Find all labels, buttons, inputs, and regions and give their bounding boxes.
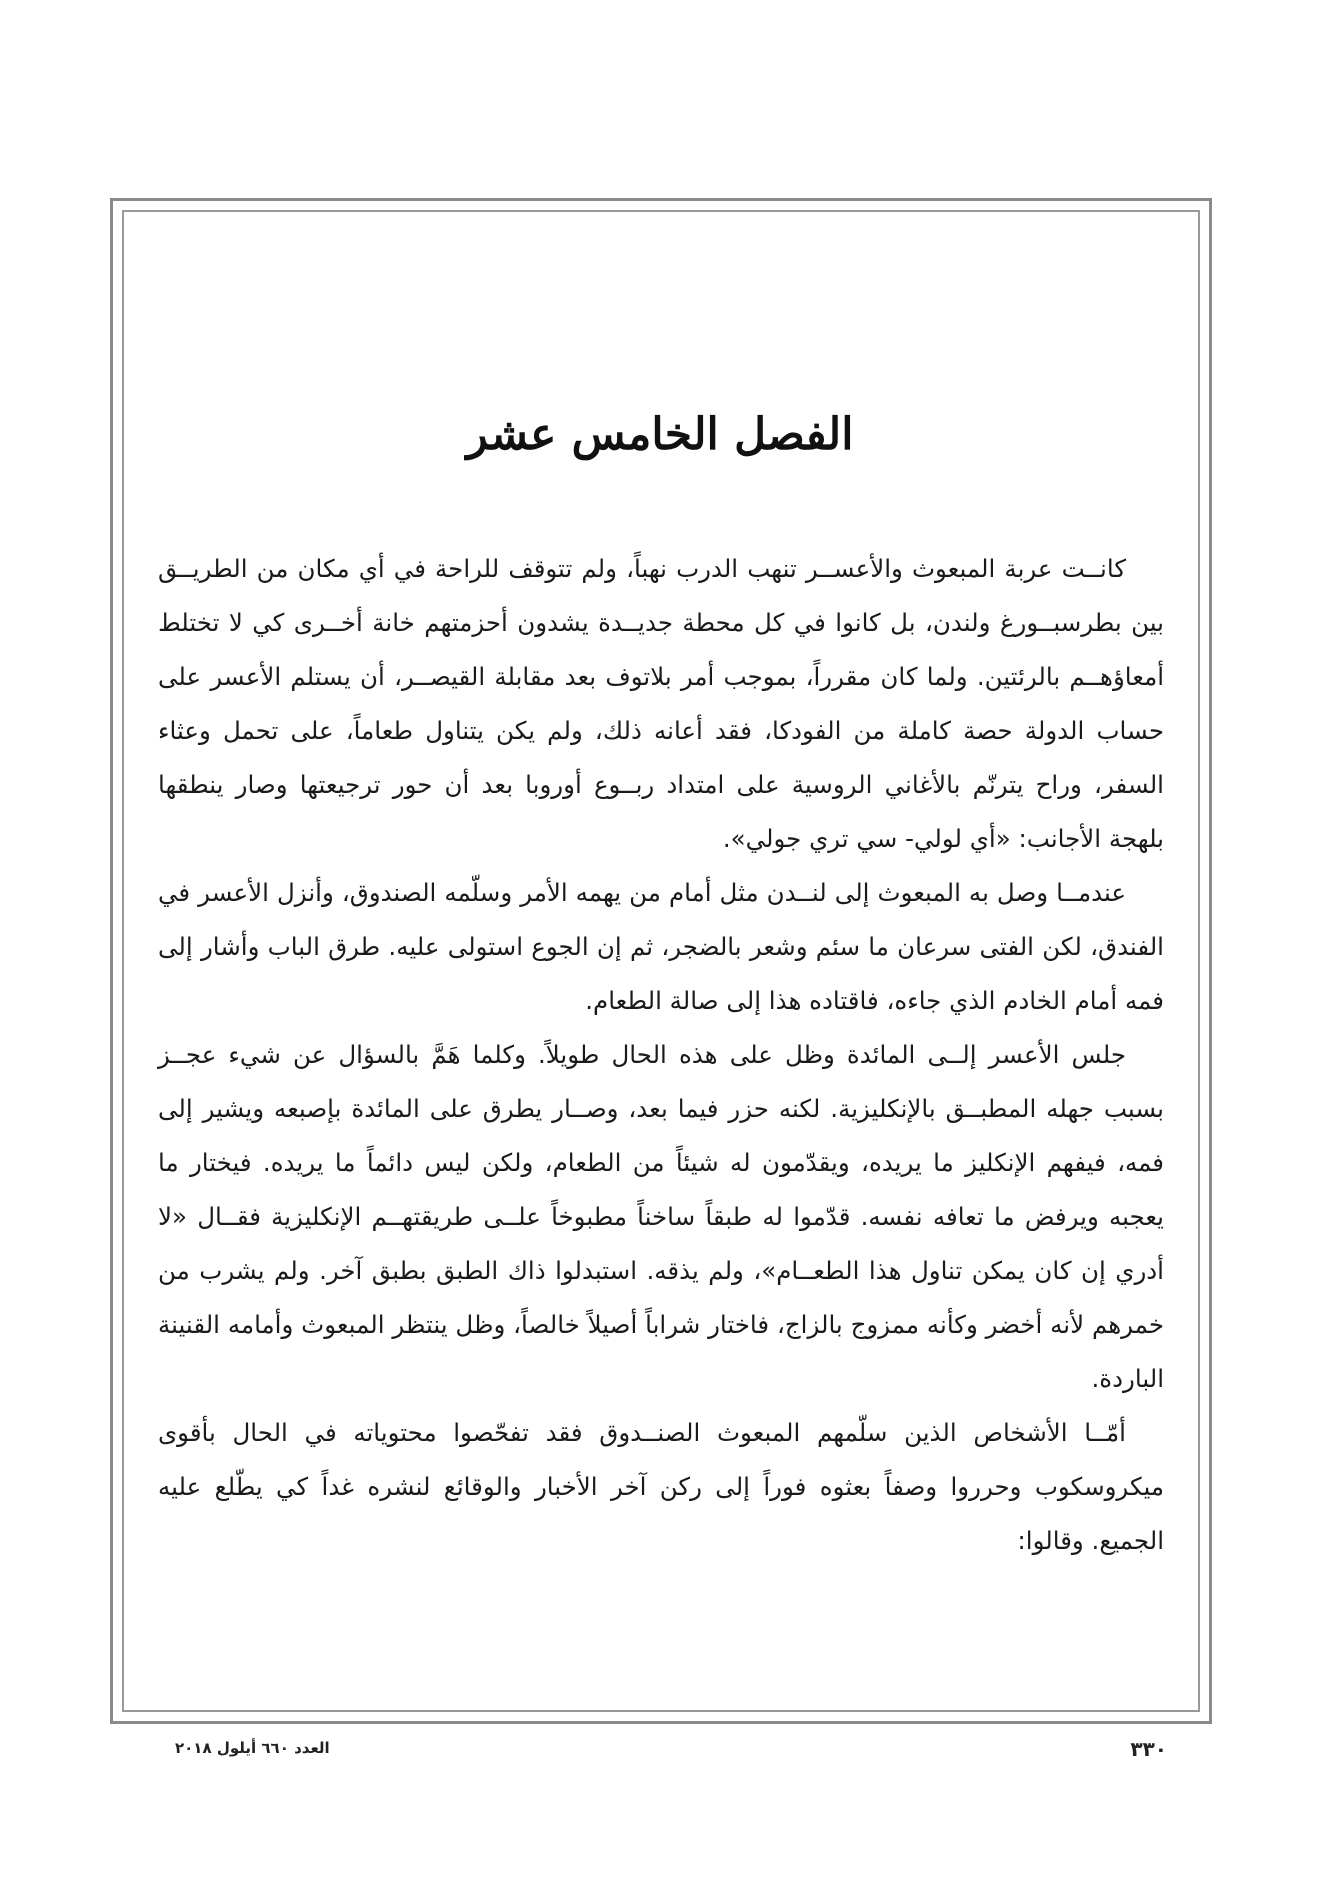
page-number: ٣٣٠ [1130, 1737, 1167, 1761]
paragraph: عندمــا وصل به المبعوث إلى لنــدن مثل أمام من يهمه الأمر وسلّمه الصندوق، وأنزل الأعسر في الفندق، لكن الفتى سرعان ما سئم وشعر بالضجر، ثم إن الجوع استولى عليه. طرق الباب وأشار إلى فمه أمام الخادم الذي جاءه، فاقتاده هذا إلى صالة الطعام. [158, 878, 1164, 1015]
paragraph: جلس الأعسر إلــى المائدة وظل على هذه الحال طويلاً. وكلما هَمَّ بالسؤال عن شيء عجــز بسبب جهله المطبــق بالإنكليزية. لكنه حزر فيما بعد، وصــار يطرق على المائدة بإصبعه ويشير إلى فمه، فيفهم الإنكليز ما يريده، ويقدّمون له شيئاً من الطعام، ولكن ليس دائماً ما يريده. فيختار ما يعجبه ويرفض ما تعافه نفسه. قدّموا له طبقاً ساخناً مطبوخاً علــى طريقتهــم الإنكليزية فقــال «لا أدري إن كان يمكن تناول هذا الطعــام»، ولم يذقه. استبدلوا ذاك الطبق بطبق آخر. ولم يشرب من خمرهم لأنه أخضر وكأنه ممزوج بالزاج، فاختار شراباً أصيلاً خالصاً، وظل ينتظر المبعوث وأمامه القنينة الباردة. [158, 1040, 1164, 1393]
body-text [158, 542, 1164, 1682]
paragraph: أمّــا الأشخاص الذين سلّمهم المبعوث الصنــدوق فقد تفحّصوا محتوياته في الحال بأقوى ميكروسكوب وحرروا وصفاً بعثوه فوراً إلى ركن آخر الأخبار والوقائع لنشره غداً كي يطّلع عليه الجميع. وقالوا: [158, 1418, 1164, 1555]
chapter-title: الفصل الخامس عشر [466, 409, 854, 460]
footer-issue-info: العدد ٦٦٠ أيلول ٢٠١٨ [175, 1739, 330, 1757]
paragraph: كانــت عربة المبعوث والأعســر تنهب الدرب نهباً، ولم تتوقف للراحة في أي مكان من الطريــق بين بطرسبــورغ ولندن، بل كانوا في كل محطة جديــدة يشدون أحزمتهم خانة أخــرى كي لا تختلط أمعاؤهــم بالرئتين. ولما كان مقرراً، بموجب أمر بلاتوف بعد مقابلة القيصــر، أن يستلم الأعسر على حساب الدولة حصة كاملة من الفودكا، فقد أعانه ذلك، ولم يكن يتناول طعاماً، على تحمل وعثاء السفر، وراح يترنّم بالأغاني الروسية على امتداد ربــوع أوروبا بعد أن حور ترجيعتها وصار ينطقها بلهجة الأجانب: «أي لولي- سي تري جولي». [158, 554, 1164, 853]
